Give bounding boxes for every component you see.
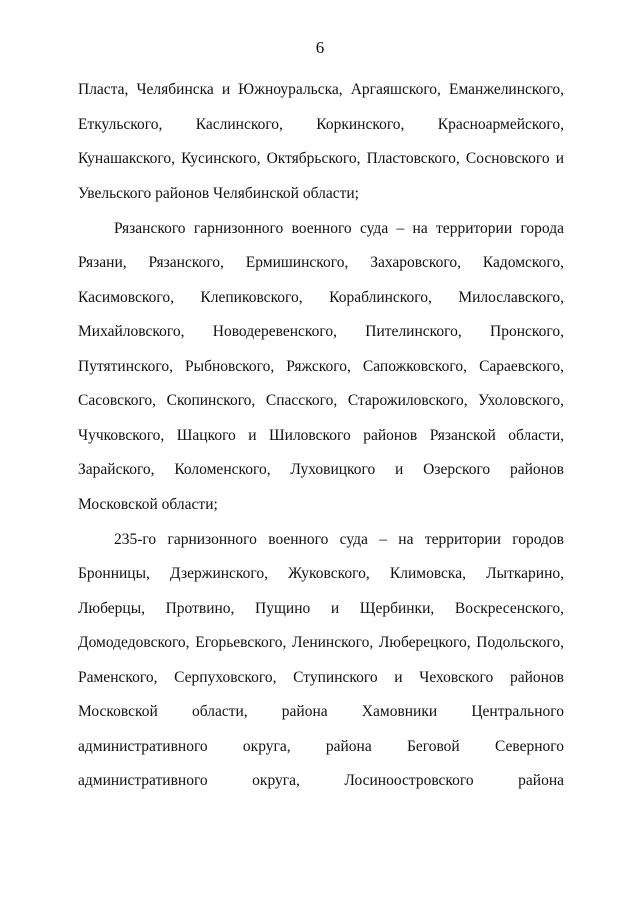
text-line: Раменского, Серпуховского, Ступинского и Чеховского районов (78, 669, 564, 686)
text-line: Сасовского, Скопинского, Спасского, Старожиловского, Ухоловского, (78, 392, 564, 409)
text-line: Касимовского, Клепиковского, Кораблинского, Милославского, (78, 289, 564, 306)
text-line: административного округа, Лосиноостровского района (78, 772, 564, 789)
text-line: Увельского районов Челябинской области; (78, 185, 359, 202)
text-line: Кунашакского, Кусинского, Октябрьского, Пластовского, Сосновского и (78, 150, 564, 167)
text-line: Зарайского, Коломенского, Луховицкого и Озерского районов (78, 461, 564, 478)
text-line: Бронницы, Дзержинского, Жуковского, Климовска, Лыткарино, (78, 565, 564, 582)
text-line: Московской области; (78, 496, 218, 513)
text-line: Люберцы, Протвино, Пущино и Щербинки, Воскресенского, (78, 600, 564, 617)
text-line: Михайловского, Новодеревенского, Пителинского, Пронского, (78, 323, 564, 340)
text-line: Еткульского, Каслинского, Коркинского, Красноармейского, (78, 116, 564, 133)
text-line: Путятинского, Рыбновского, Ряжского, Сапожковского, Сараевского, (78, 358, 564, 375)
text-line: Пласта, Челябинска и Южноуральска, Аргаяшского, Еманжелинского, (78, 81, 564, 98)
page-number: 6 (315, 38, 325, 57)
paragraph-start-line: Рязанского гарнизонного военного суда – на территории города (114, 220, 564, 237)
paragraph-start-line: 235-го гарнизонного военного суда – на территории городов (114, 531, 564, 548)
text-line: административного округа, района Беговой Северного (78, 738, 564, 755)
text-line: Домодедовского, Егорьевского, Ленинского, Люберецкого, Подольского, (78, 634, 564, 651)
text-line: Чучковского, Шацкого и Шиловского районов Рязанской области, (78, 427, 564, 444)
text-line: Рязани, Рязанского, Ермишинского, Захаровского, Кадомского, (78, 254, 564, 271)
text-line: Московской области, района Хамовники Центрального (78, 703, 564, 720)
